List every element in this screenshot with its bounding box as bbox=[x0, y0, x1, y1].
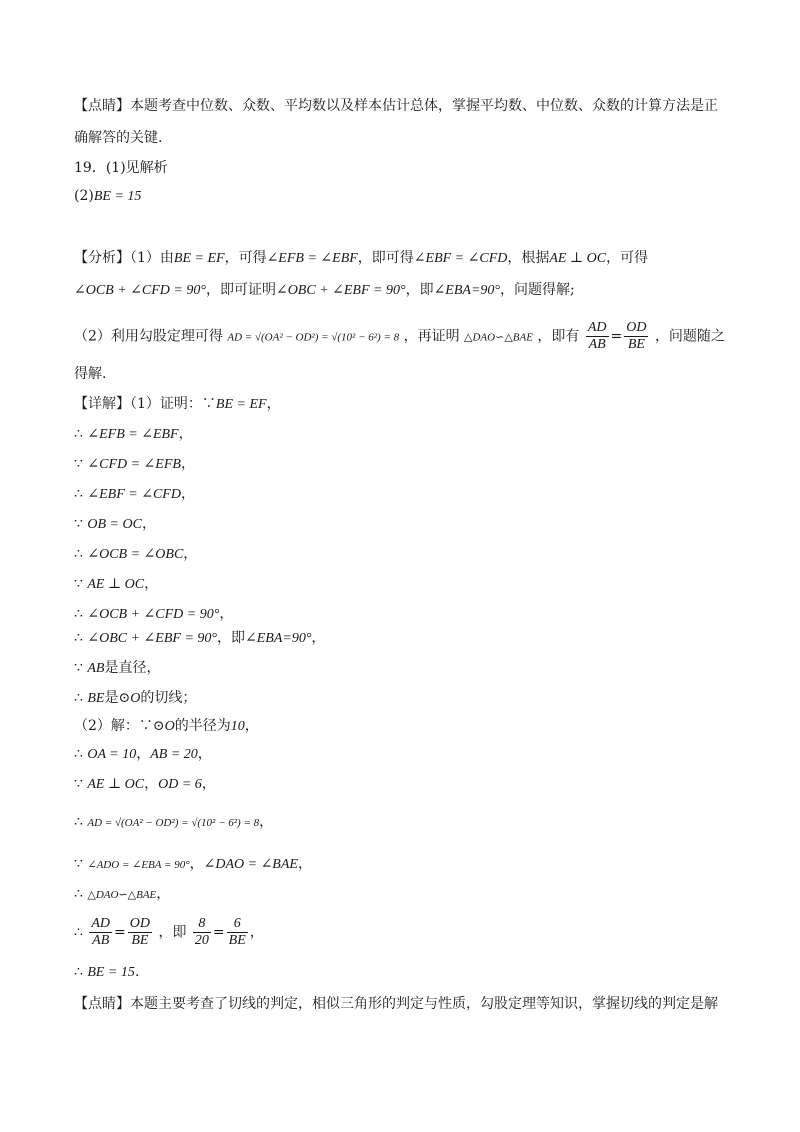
fenxi-line-1 bbox=[74, 248, 648, 269]
step-text: 是 bbox=[104, 690, 119, 706]
punct: ， bbox=[259, 814, 274, 830]
part2-line-4 bbox=[74, 812, 273, 833]
fenxi-similar: △DAO∽△BAE bbox=[464, 331, 533, 344]
step-math: BE bbox=[87, 691, 105, 706]
step-math: BE = 15 bbox=[87, 965, 135, 980]
circle-symbol: ⊙O bbox=[152, 719, 175, 734]
xiangjie-intro bbox=[74, 394, 281, 415]
xiangjie-tag: 【详解】 bbox=[74, 396, 130, 412]
fraction-6-be bbox=[227, 916, 248, 949]
punct: ， bbox=[180, 456, 195, 472]
question-19-answer-1 bbox=[74, 158, 168, 178]
proof-step bbox=[74, 514, 156, 535]
answer-1: (1)见解析 bbox=[105, 160, 168, 176]
therefore-symbol: ∴ bbox=[74, 964, 83, 980]
fraction-denominator: BE bbox=[627, 337, 645, 352]
punct: ， bbox=[144, 576, 159, 592]
step-math: AE ⊥ OC bbox=[87, 777, 145, 792]
part2-intro bbox=[74, 716, 259, 737]
therefore-symbol: ∴ bbox=[74, 746, 83, 762]
part2-label: （2）解：∵ bbox=[74, 718, 153, 734]
fenxi-line-3-text-d: ，问题随之 bbox=[654, 328, 725, 345]
analysis-math: ∠EBF = ∠CFD bbox=[413, 251, 508, 266]
proof-step-8 bbox=[74, 628, 325, 649]
step-math: OD = 6 bbox=[158, 777, 202, 792]
dianjing-tag: 【点睛】 bbox=[74, 98, 130, 114]
step-math: AE ⊥ OC bbox=[87, 577, 145, 592]
logic-symbol: ∴ bbox=[74, 426, 83, 442]
fraction-denominator: 20 bbox=[194, 933, 209, 948]
proof-step bbox=[74, 574, 158, 595]
because-symbol: ∵ bbox=[74, 660, 83, 676]
answer-2-math: BE = 15 bbox=[93, 189, 142, 204]
fraction-numerator: AD bbox=[587, 320, 607, 335]
punct: ， bbox=[311, 630, 326, 646]
part2-line-5 bbox=[74, 854, 312, 875]
dianjing-tag: 【点睛】 bbox=[74, 996, 130, 1012]
dianjing-text: 本题主要考查了切线的判定，相似三角形的判定与性质，勾股定理等知识，掌握切线的判定是解 bbox=[130, 996, 718, 1012]
analysis-math: ∠EBA=90° bbox=[433, 283, 501, 298]
fenxi-line-3-text-a: （2）利用勾股定理可得 bbox=[74, 328, 223, 345]
step-math: ∠OCB + ∠CFD = 90° bbox=[87, 607, 220, 622]
ad-formula: AD = √(OA² − OD²) = √(10² − 6²) = 8 bbox=[87, 817, 260, 829]
analysis-math: ∠EFB = ∠EBF bbox=[266, 251, 358, 266]
fenxi-ad-formula: AD = √(OA² − OD²) = √(10² − 6²) = 8 bbox=[227, 331, 400, 344]
proof-step bbox=[74, 424, 193, 445]
step-math: ∠DAO = ∠BAE bbox=[203, 857, 298, 872]
step-text: ，即 bbox=[158, 924, 187, 941]
part2-line-7: ∴ $\frac{AD}{AB}$ = $\frac{OD}{BE}$ ，即 $\frac{8}{20}$ = $\frac{6}{BE}$ ， bbox=[74, 916, 264, 948]
analysis-math: AE ⊥ OC bbox=[549, 251, 607, 266]
part2-line-6 bbox=[74, 884, 170, 905]
therefore-symbol: ∴ bbox=[74, 630, 83, 646]
step-math: ∠OBC + ∠EBF = 90° bbox=[87, 631, 217, 646]
logic-symbol: ∴ bbox=[74, 546, 83, 562]
punct: ， bbox=[219, 606, 234, 622]
punct: ， bbox=[249, 924, 264, 941]
analysis-math: ∠OCB + ∠CFD = 90° bbox=[74, 283, 206, 298]
logic-symbol: ∵ bbox=[74, 576, 83, 592]
fraction-od-be bbox=[624, 320, 648, 353]
punct: ， bbox=[297, 856, 312, 872]
fraction-numerator: AD bbox=[91, 916, 111, 931]
punct: ， bbox=[136, 746, 151, 762]
step-math: OA = 10 bbox=[87, 747, 137, 762]
fraction-denominator: BE bbox=[228, 933, 246, 948]
fraction-numerator: 6 bbox=[227, 916, 248, 933]
analysis-math: ∠OBC + ∠EBF = 90° bbox=[275, 283, 406, 298]
analysis-text: ，可得 bbox=[224, 250, 267, 266]
step-math: ∠CFD = ∠EFB bbox=[87, 457, 181, 472]
fenxi-line-4 bbox=[74, 364, 106, 384]
therefore-symbol: ∴ bbox=[74, 886, 83, 902]
fraction-8-20 bbox=[193, 916, 211, 949]
fraction-denominator: AB bbox=[92, 933, 110, 948]
analysis-text: ，即 bbox=[405, 282, 434, 298]
fraction-numerator: OD bbox=[129, 916, 151, 931]
fenxi-line-2 bbox=[74, 280, 575, 301]
fraction-od-be bbox=[128, 916, 152, 949]
analysis-text: ，即可得 bbox=[357, 250, 414, 266]
therefore-symbol: ∴ bbox=[74, 814, 83, 830]
analysis-text: ，即可证明 bbox=[205, 282, 276, 298]
punct: ， bbox=[266, 396, 281, 412]
fenxi-line-4-text: 得解. bbox=[74, 366, 107, 382]
step-math: ∠EBA=90° bbox=[244, 631, 312, 646]
dianjing-line-1 bbox=[74, 96, 718, 116]
step-math: AB bbox=[87, 661, 105, 676]
step-math: ∠EBF = ∠CFD bbox=[87, 487, 181, 502]
similar-triangles: △DAO∽△BAE bbox=[87, 889, 157, 901]
punct: ， bbox=[189, 856, 204, 872]
because-symbol: ∵ bbox=[74, 776, 83, 792]
proof-intro-math: BE = EF bbox=[215, 397, 267, 412]
punct: ， bbox=[141, 516, 156, 532]
part2-line-2 bbox=[74, 744, 212, 765]
step-text: ，即 bbox=[216, 630, 245, 646]
fenxi-line-3: （2）利用勾股定理可得 AD = √(OA² − OD²) = √(10² − 6²) = 8 ，再证明 △DAO∽△BAE ，即有 $\frac{AD}{AB}$ = $\frac{OD}{BE}$ ，问题随之 bbox=[74, 320, 725, 352]
question-number: 19． bbox=[74, 160, 106, 176]
part2-line-3 bbox=[74, 774, 216, 795]
punct: ， bbox=[244, 718, 259, 734]
analysis-math: BE = EF bbox=[173, 251, 225, 266]
analysis-text: ，问题得解; bbox=[500, 282, 575, 298]
dianjing-text: 本题考查中位数、众数、平均数以及样本估计总体，掌握平均数、中位数、众数的计算方法是正 bbox=[130, 98, 718, 114]
therefore-symbol: ∴ bbox=[74, 690, 83, 706]
question-19-answer-2 bbox=[74, 186, 141, 207]
step-math: OB = OC bbox=[87, 517, 142, 532]
proof-step bbox=[74, 454, 195, 475]
punct: ， bbox=[178, 426, 193, 442]
fraction-numerator: OD bbox=[626, 320, 647, 335]
fraction-denominator: BE bbox=[131, 933, 149, 948]
punct: ， bbox=[197, 746, 212, 762]
step-text: 的半径为 bbox=[174, 718, 231, 734]
analysis-text: （1）由 bbox=[130, 250, 174, 266]
analysis-text: ，可得 bbox=[606, 250, 649, 266]
dianjing-text-cont: 确解答的关键. bbox=[74, 130, 163, 146]
answer-2-label: (2) bbox=[74, 188, 94, 204]
step-math: AB = 20 bbox=[150, 747, 198, 762]
fraction-ad-ab bbox=[586, 320, 609, 353]
step-text: 是直径， bbox=[104, 660, 161, 676]
step-math: ∠EFB = ∠EBF bbox=[87, 427, 179, 442]
punct: ， bbox=[183, 546, 198, 562]
punct: ， bbox=[201, 776, 216, 792]
step-math: 10 bbox=[230, 719, 245, 734]
proof-step bbox=[74, 604, 233, 625]
punct: ， bbox=[156, 886, 171, 902]
logic-symbol: ∴ bbox=[74, 606, 83, 622]
because-symbol: ∵ bbox=[74, 856, 83, 872]
dianjing-2 bbox=[74, 994, 718, 1014]
dianjing-line-2 bbox=[74, 128, 162, 148]
punct: ， bbox=[180, 486, 195, 502]
proof-intro: （1）证明：∵ bbox=[130, 396, 216, 412]
fraction-ad-ab bbox=[89, 916, 112, 949]
logic-symbol: ∵ bbox=[74, 456, 83, 472]
fenxi-tag: 【分析】 bbox=[74, 250, 130, 266]
step-math: ∠OCB = ∠OBC bbox=[87, 547, 184, 562]
circle-symbol: ⊙O bbox=[118, 691, 141, 706]
proof-step bbox=[74, 544, 197, 565]
punct: . bbox=[134, 964, 140, 980]
fenxi-line-3-text-b: ，再证明 bbox=[403, 328, 460, 345]
fraction-denominator: AB bbox=[588, 337, 606, 352]
proof-step-10 bbox=[74, 688, 196, 709]
step-math: ∠ADO = ∠EBA = 90° bbox=[87, 859, 190, 871]
step-text: 的切线； bbox=[140, 690, 197, 706]
logic-symbol: ∵ bbox=[74, 516, 83, 532]
analysis-text: ，根据 bbox=[507, 250, 550, 266]
fenxi-line-3-text-c: ，即有 bbox=[537, 328, 580, 345]
proof-step-9 bbox=[74, 658, 160, 679]
punct: ， bbox=[144, 776, 159, 792]
fraction-numerator: 8 bbox=[193, 916, 211, 933]
therefore-symbol: ∴ bbox=[74, 924, 83, 941]
proof-step bbox=[74, 484, 195, 505]
logic-symbol: ∴ bbox=[74, 486, 83, 502]
part2-line-8 bbox=[74, 962, 139, 983]
